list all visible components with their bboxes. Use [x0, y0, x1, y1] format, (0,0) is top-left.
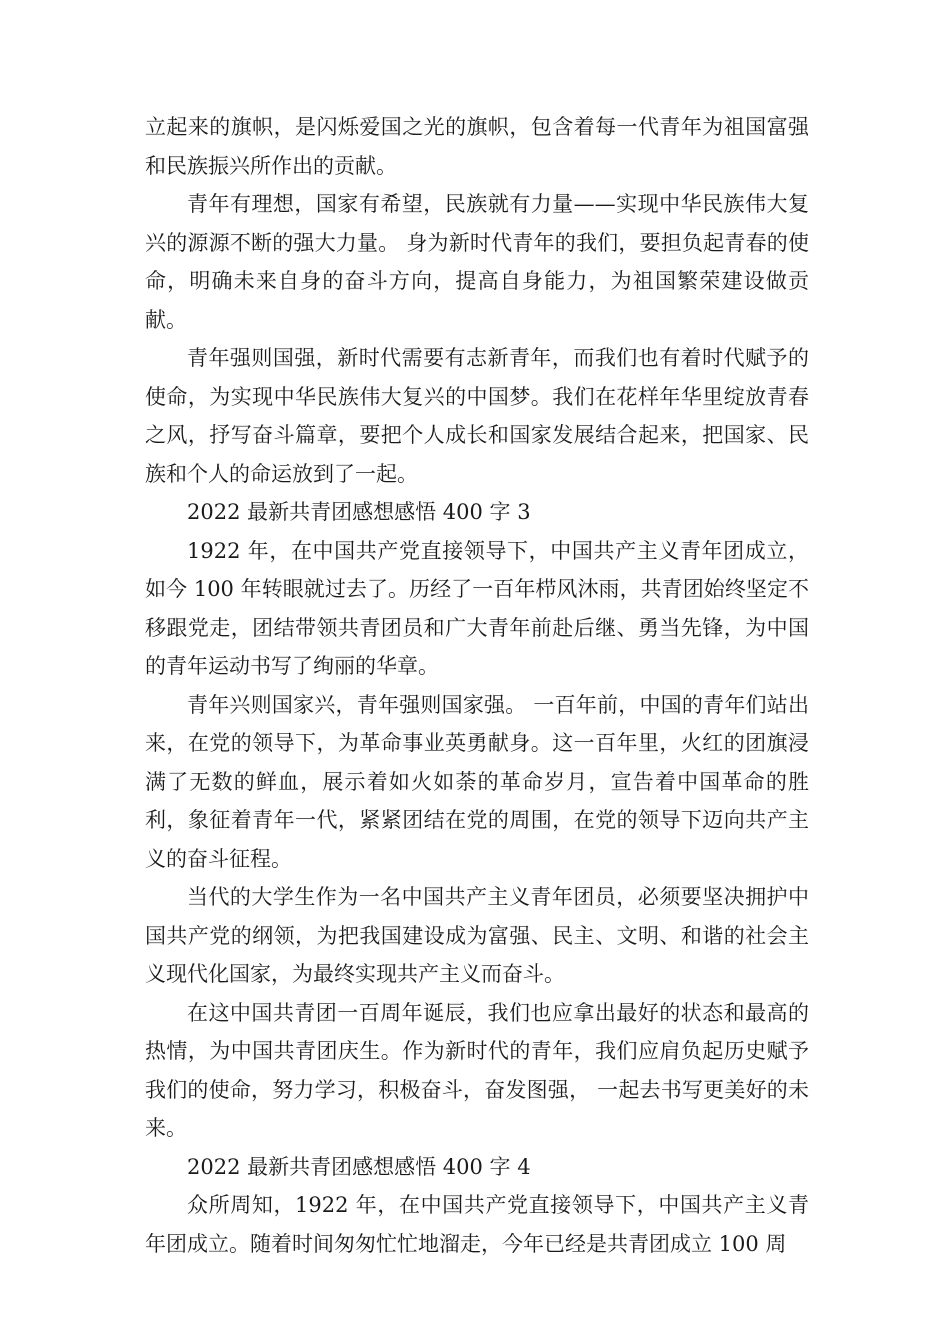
section-heading-4: 2022 最新共青团感想感悟 400 字 4 — [187, 1154, 531, 1179]
paragraph: 青年强则国强，新时代需要有志新青年，而我们也有着时代赋予的使命，为实现中华民族伟大复兴的中国梦。我们在花样年华里绽放青春之风，抒写奋斗篇章，要把个人成长和国家发展结合起来，把国家、民族和个人的命运放到了一起。 — [145, 346, 809, 486]
section-heading-3: 2022 最新共青团感想感悟 400 字 3 — [187, 500, 531, 524]
paragraph: 当代的大学生作为一名中国共产主义青年团员，必须要坚决拥护中国共产党的纲领，为把我国建设成为富强、民主、文明、和谐的社会主义现代化国家，为最终实现共产主义而奋斗。 — [145, 885, 809, 986]
paragraph: 众所周知，1922 年，在中国共产党直接领导下，中国共产主义青年团成立。随着时间匆匆忙忙地溜走，今年已经是共青团成立 100 周 — [145, 1193, 809, 1256]
document-body — [145, 108, 809, 1263]
paragraph: 1922 年，在中国共产党直接领导下，中国共产主义青年团成立，如今 100 年转眼就过去了。历经了一百年栉风沐雨，共青团始终坚定不移跟党走，团结带领共青团员和广大青年前赴后继、勇当先锋，为中国的青年运动书写了绚丽的华章。 — [145, 538, 809, 678]
paragraph: 青年兴则国家兴，青年强则国家强。 一百年前，中国的青年们站出来，在党的领导下，为革命事业英勇献身。这一百年里，火红的团旗浸满了无数的鲜血，展示着如火如荼的革命岁月，宣告着中国革命的胜利，象征着青年一代，紧紧团结在党的周围，在党的领导下迈向共产主义的奋斗征程。 — [145, 692, 809, 871]
paragraph-continuation: 立起来的旗帜，是闪烁爱国之光的旗帜，包含着每一代青年为祖国富强和民族振兴所作出的贡献。 — [145, 115, 809, 178]
paragraph: 在这中国共青团一百周年诞辰，我们也应拿出最好的状态和最高的热情，为中国共青团庆生。作为新时代的青年，我们应肩负起历史赋予我们的使命，努力学习，积极奋斗，奋发图强， 一起去书写更美好的未来。 — [145, 1000, 809, 1140]
paragraph: 青年有理想，国家有希望，民族就有力量——实现中华民族伟大复兴的源源不断的强大力量。 身为新时代青年的我们，要担负起青春的使命，明确未来自身的奋斗方向，提高自身能力，为祖国繁荣建设做贡献。 — [145, 192, 809, 332]
